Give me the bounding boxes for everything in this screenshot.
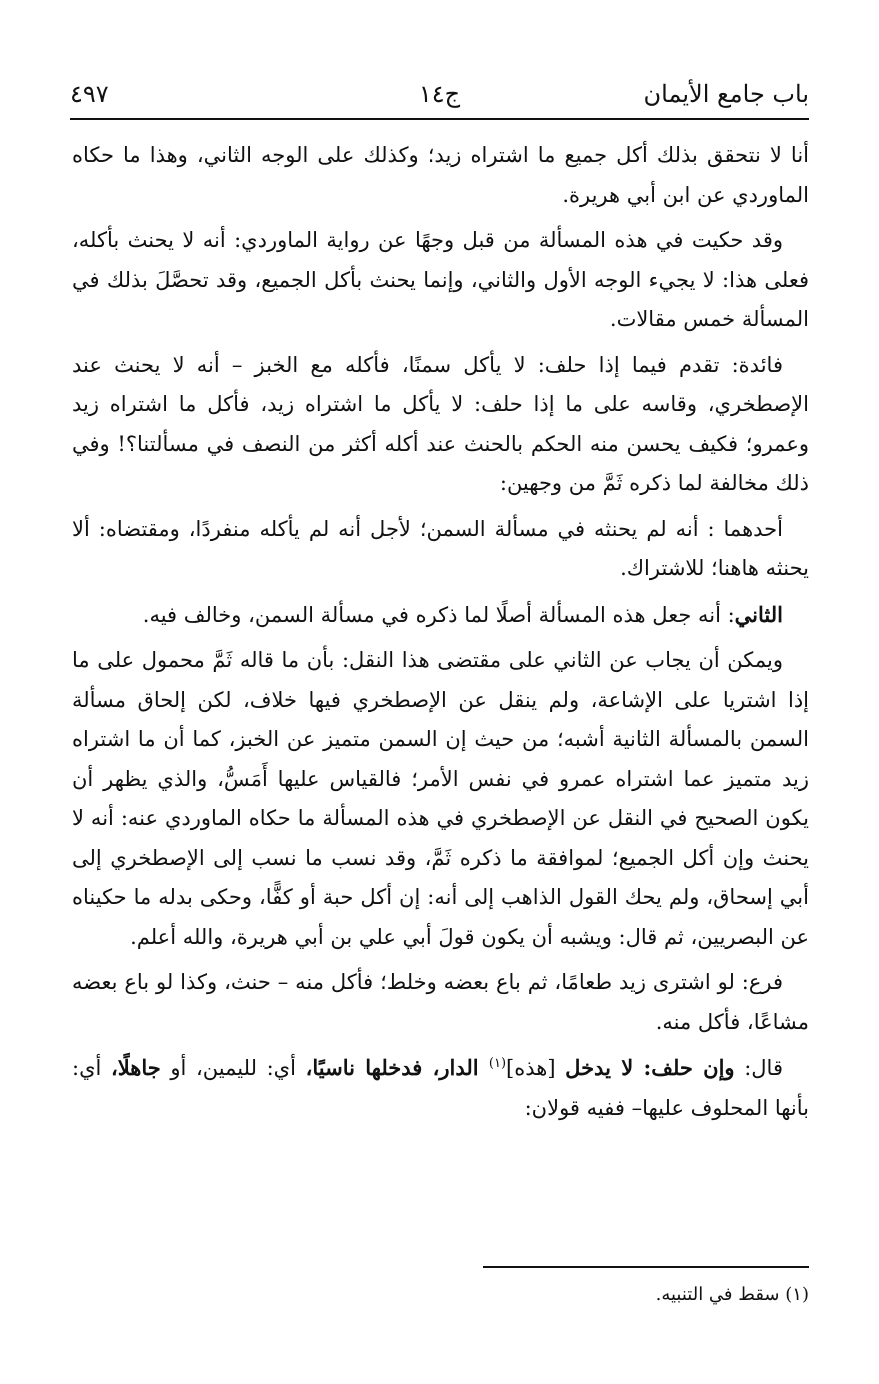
footnote-ref[interactable]: (١): [488, 1056, 507, 1071]
paragraph: وقد حكيت في هذه المسألة من قبل وجهًا عن رواية الماوردي: أنه لا يحنث بأكله، فعلى هذا: لا يجيء الوجه الأول والثاني، وإنما يحنث بأكل الجميع، وقد تحصَّلَ بذلك في المسألة خمس مقالات.: [72, 228, 809, 331]
chapter-title: باب جامع الأيمان: [643, 80, 809, 108]
paragraph: فرع: لو اشترى زيد طعامًا، ثم باع بعضه وخلط؛ فأكل منه – حنث، وكذا لو باع بعضه مشاعًا، فأكل منه.: [72, 970, 809, 1034]
paragraph: أحدهما : أنه لم يحنثه في مسألة السمن؛ لأجل أنه لم يأكله منفردًا، ومقتضاه: ألا يحنثه هاهنا؛ للاشتراك.: [72, 516, 809, 580]
paragraph: أنا لا نتحقق بذلك أكل جميع ما اشتراه زيد؛ وكذلك على الوجه الثاني، وهذا ما حكاه الماوردي عن ابن أبي هريرة.: [72, 143, 809, 207]
footnote-number: (١): [785, 1284, 809, 1305]
paragraph-lead: الثاني: [734, 601, 783, 627]
text-run: أي: بأنها المحلوف عليها– ففيه قولان:: [72, 1056, 809, 1120]
paragraph-text: : أنه جعل هذه المسألة أصلًا لما ذكره في مسألة السمن، وخالف فيه.: [142, 602, 735, 627]
matn-text: وإن حلف: لا يدخل: [565, 1055, 735, 1080]
matn-paragraph: [72, 1048, 809, 1128]
matn-text: جاهلًا،: [111, 1055, 161, 1080]
paragraph: [72, 595, 809, 636]
paragraph: ويمكن أن يجاب عن الثاني على مقتضى هذا النقل: بأن ما قاله ثَمَّ محمول على ما إذا اشتريا على الإشاعة، ولم ينقل عن الإصطخري فيها خلاف، لكن إلحاق مسألة السمن بالمسألة الثانية أشبه؛ من حيث إن السمن متميز عن الخبز، كما أن ما اشتراه زيد متميز عما اشتراه عمرو في نفس الأمر؛ فالقياس عليها أَمَسُّ، والذي يظهر أن يكون الصحيح في النقل عن الإصطخري في هذه المسألة ما حكاه الماوردي عنه: أنه لا يحنث وإن أكل الجميع؛ لموافقة ما ذكره ثَمَّ، وقد نسب ما نسب إلى الإصطخري إلى أبي إسحاق، ولم يحك القول الذاهب إلى أنه: إن أكل حبة أو كفًّا، وحكى بدله ما حكيناه عن البصريين، ثم قال: ويشبه أن يكون قولَ أبي علي بن أبي هريرة، والله أعلم.: [72, 648, 809, 949]
text-run: [هذه]: [506, 1056, 566, 1080]
matn-text: الدار، فدخلها ناسيًا،: [305, 1055, 489, 1080]
text-run: قال:: [734, 1056, 783, 1080]
footnote-divider: [483, 1266, 809, 1268]
main-text: [72, 136, 809, 1134]
header-divider: [70, 118, 809, 120]
footnote: [70, 1282, 809, 1308]
footnote-text: سقط في التنبيه.: [655, 1284, 780, 1305]
paragraph: فائدة: تقدم فيما إذا حلف: لا يأكل سمنًا، فأكله مع الخبز – أنه لا يحنث عند الإصطخري، وقاسه على ما إذا حلف: لا يأكل ما اشتراه زيد، فأكل ما اشتراه زيد وعمرو؛ فكيف يحسن منه الحكم بالحنث عند أكله أكثر من النصف في مسألتنا؟! وفي ذلك مخالفة لما ذكره ثَمَّ من وجهين:: [72, 352, 809, 495]
text-run: أي: لليمين، أو: [160, 1056, 306, 1080]
running-header: [70, 76, 809, 110]
page-number: ٤٩٧: [70, 80, 109, 108]
volume-number: ج١٤: [418, 80, 461, 108]
